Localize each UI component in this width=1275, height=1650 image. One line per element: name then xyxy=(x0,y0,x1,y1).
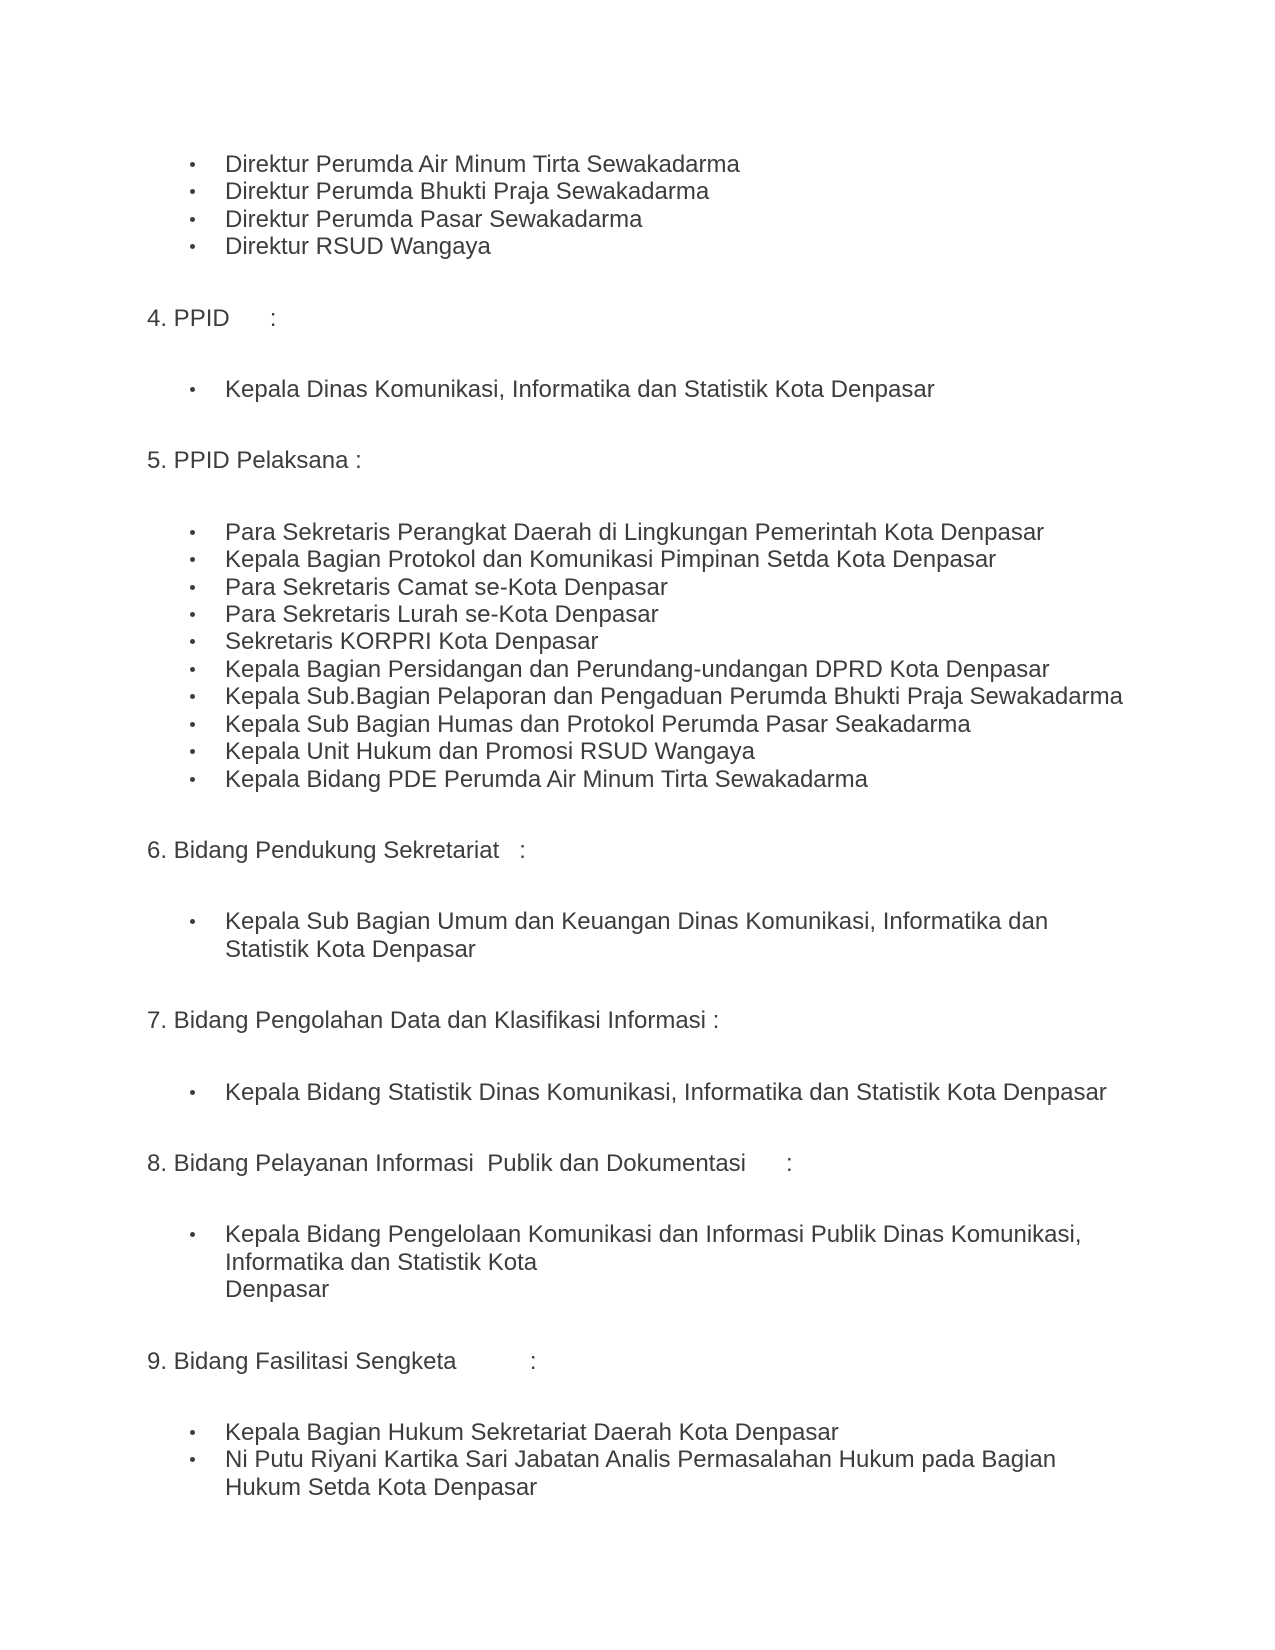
list-item xyxy=(147,376,1255,403)
list-item-text xyxy=(225,601,1255,628)
intro-list xyxy=(147,151,1255,261)
section-list-9 xyxy=(147,1419,1255,1501)
list-item xyxy=(147,1419,1255,1446)
list-item-line: Direktur RSUD Wangaya xyxy=(225,233,491,261)
bullet-icon xyxy=(190,387,195,392)
bullet-icon xyxy=(190,585,195,590)
bullet-icon xyxy=(190,919,195,924)
list-item-text xyxy=(225,519,1255,546)
list-item-line: Para Sekretaris Camat se-Kota Denpasar xyxy=(225,573,668,601)
list-item-line: Direktur Perumda Bhukti Praja Sewakadarma xyxy=(225,178,710,206)
list-item xyxy=(147,1446,1255,1501)
list-item xyxy=(147,738,1255,765)
bullet-icon xyxy=(190,1457,195,1462)
bullet-icon xyxy=(190,244,195,249)
bullet-icon xyxy=(190,162,195,167)
bullet-icon xyxy=(190,694,195,699)
bullet-icon xyxy=(190,777,195,782)
list-item-line: Kepala Sub Bagian Umum dan Keuangan Dinas Komunikasi, Informatika dan xyxy=(225,908,1049,936)
list-item-line: Statistik Kota Denpasar xyxy=(225,935,476,963)
list-item-text xyxy=(225,628,1255,655)
bullet-icon xyxy=(190,722,195,727)
bullet-icon xyxy=(190,189,195,194)
list-item xyxy=(147,1079,1255,1106)
section-heading-4: 4. PPID : xyxy=(147,304,277,332)
list-item-text xyxy=(225,546,1255,573)
list-item xyxy=(147,206,1255,233)
list-item xyxy=(147,1221,1255,1303)
list-item-line: Kepala Sub.Bagian Pelaporan dan Pengaduan Perumda Bhukti Praja Sewakadarma xyxy=(225,683,1123,711)
list-item-line: Ni Putu Riyani Kartika Sari Jabatan Analis Permasalahan Hukum pada Bagian xyxy=(225,1446,1057,1474)
list-item xyxy=(147,908,1255,963)
list-item-text xyxy=(225,206,1255,233)
list-item-line: Informatika dan Statistik Kota xyxy=(225,1248,538,1276)
list-item xyxy=(147,519,1255,546)
section-heading-6: 6. Bidang Pendukung Sekretariat : xyxy=(147,836,526,864)
list-item xyxy=(147,711,1255,738)
bullet-icon xyxy=(190,612,195,617)
list-item-line: Kepala Sub Bagian Humas dan Protokol Perumda Pasar Seakadarma xyxy=(225,710,971,738)
list-item-text xyxy=(225,1419,1255,1446)
list-item-line: Denpasar xyxy=(225,1276,330,1304)
section-list-4 xyxy=(147,376,1255,403)
list-item xyxy=(147,178,1255,205)
list-item xyxy=(147,683,1255,710)
list-item xyxy=(147,574,1255,601)
section-heading-5: 5. PPID Pelaksana : xyxy=(147,447,362,475)
list-item-line: Direktur Perumda Air Minum Tirta Sewakadarma xyxy=(225,151,740,178)
section-list-5 xyxy=(147,519,1255,793)
list-item-text xyxy=(225,574,1255,601)
list-item-line: Kepala Bidang PDE Perumda Air Minum Tirta Sewakadarma xyxy=(225,765,868,793)
list-item-line: Kepala Bagian Protokol dan Komunikasi Pimpinan Setda Kota Denpasar xyxy=(225,546,997,574)
list-item xyxy=(147,601,1255,628)
list-item-line: Kepala Unit Hukum dan Promosi RSUD Wangaya xyxy=(225,738,756,766)
bullet-icon xyxy=(190,749,195,754)
bullet-icon xyxy=(190,1232,195,1237)
bullet-icon xyxy=(190,667,195,672)
section-list-7 xyxy=(147,1079,1255,1106)
list-item-line: Kepala Bidang Pengelolaan Komunikasi dan Informasi Publik Dinas Komunikasi, xyxy=(225,1221,1082,1249)
list-item-text xyxy=(225,738,1255,765)
bullet-icon xyxy=(190,1090,195,1095)
list-item-line: Sekretaris KORPRI Kota Denpasar xyxy=(225,628,599,656)
list-item-text xyxy=(225,1079,1255,1106)
section-heading-9: 9. Bidang Fasilitasi Sengketa : xyxy=(147,1347,537,1375)
list-item-text xyxy=(225,178,1255,205)
list-item xyxy=(147,766,1255,793)
list-item xyxy=(147,546,1255,573)
list-item-text xyxy=(225,1221,1255,1303)
list-item-text xyxy=(225,711,1255,738)
bullet-icon xyxy=(190,639,195,644)
list-item-text xyxy=(225,1446,1255,1501)
list-item xyxy=(147,656,1255,683)
list-item xyxy=(147,628,1255,655)
list-item-text xyxy=(225,233,1255,260)
list-item xyxy=(147,233,1255,260)
list-item-line: Para Sekretaris Lurah se-Kota Denpasar xyxy=(225,601,659,629)
list-item-text xyxy=(225,766,1255,793)
list-item-text xyxy=(225,376,1255,403)
section-list-8 xyxy=(147,1221,1255,1303)
list-item-line: Hukum Setda Kota Denpasar xyxy=(225,1473,538,1501)
bullet-icon xyxy=(190,530,195,535)
list-item-line: Direktur Perumda Pasar Sewakadarma xyxy=(225,205,643,233)
list-item-line: Kepala Dinas Komunikasi, Informatika dan Statistik Kota Denpasar xyxy=(225,376,935,404)
list-item-line: Kepala Bagian Hukum Sekretariat Daerah Kota Denpasar xyxy=(225,1418,839,1446)
bullet-icon xyxy=(190,217,195,222)
list-item-text xyxy=(225,656,1255,683)
section-heading-8: 8. Bidang Pelayanan Informasi Publik dan Dokumentasi : xyxy=(147,1149,793,1177)
section-list-6 xyxy=(147,908,1255,963)
section-heading-7: 7. Bidang Pengolahan Data dan Klasifikasi Informasi : xyxy=(147,1007,720,1035)
list-item-text xyxy=(225,683,1255,710)
bullet-icon xyxy=(190,557,195,562)
list-item xyxy=(147,151,1255,178)
list-item-text xyxy=(225,151,1255,178)
list-item-line: Kepala Bagian Persidangan dan Perundang-undangan DPRD Kota Denpasar xyxy=(225,655,1050,683)
list-item-line: Kepala Bidang Statistik Dinas Komunikasi, Informatika dan Statistik Kota Denpasar xyxy=(225,1078,1107,1106)
list-item-text xyxy=(225,908,1255,963)
list-item-line: Para Sekretaris Perangkat Daerah di Lingkungan Pemerintah Kota Denpasar xyxy=(225,518,1045,546)
bullet-icon xyxy=(190,1430,195,1435)
